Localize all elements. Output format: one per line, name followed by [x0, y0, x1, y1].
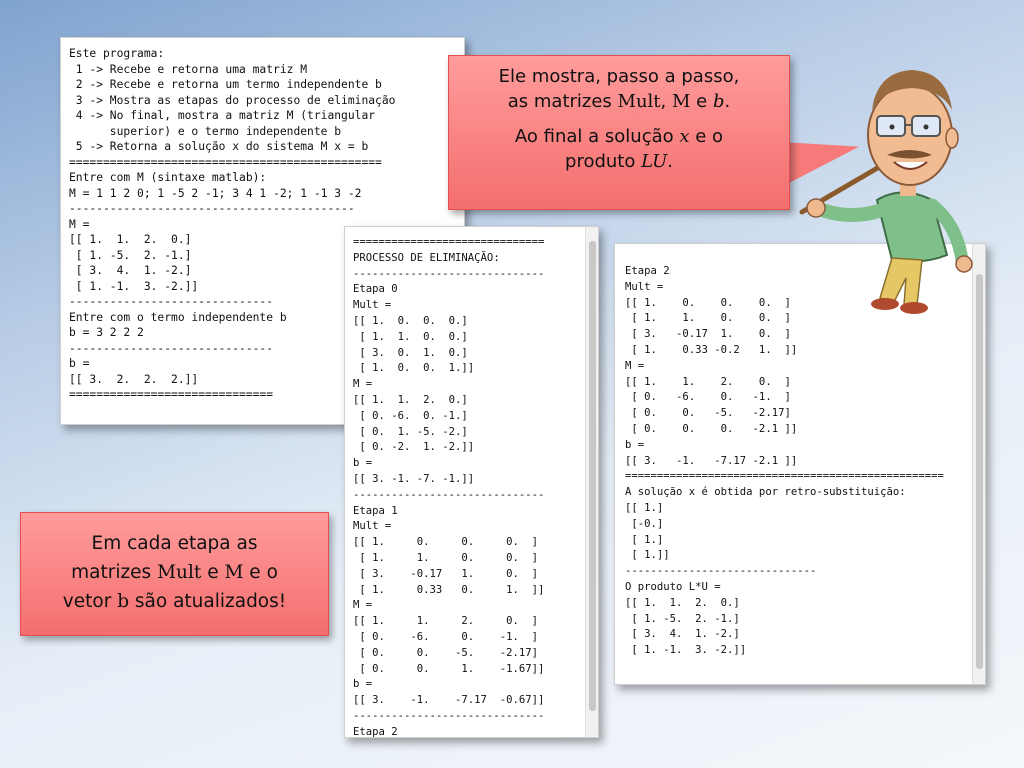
console-line: superior) e o termo independente b — [69, 124, 342, 138]
callout-line — [449, 149, 789, 174]
callout-text: , — [660, 91, 672, 112]
callout-text: M — [672, 91, 691, 112]
console-line: b = 3 2 2 2 — [69, 326, 144, 339]
console-line: b = — [625, 438, 645, 451]
console-line: ------------------------------ — [353, 709, 545, 722]
console-line: ------------------------------ — [625, 565, 817, 578]
console-line: [ 0. 1. -5. -2.] — [353, 425, 468, 438]
console-line: [ 1. 1. 0. 0. ] — [353, 551, 538, 564]
console-line: b = — [353, 457, 373, 470]
callout-text: vetor — [62, 591, 118, 612]
console-line: b = — [69, 357, 90, 370]
callout-line — [21, 587, 328, 616]
console-line: [[ 1. 0. 0. 0.] — [353, 314, 468, 327]
console-line: ------------------------------ — [69, 295, 274, 308]
console-line: M = — [353, 599, 373, 612]
console-line: [ 3. 0. 1. 0.] — [353, 346, 468, 359]
console-line: [ 1. -5. 2. -1.] — [69, 248, 192, 262]
console-line: [[ 1. 1. 2. 0.] — [69, 233, 192, 246]
console-line: ------------------------------ — [353, 267, 545, 280]
console-line: [ 1. -1. 3. -2.]] — [69, 279, 199, 293]
console-line: M = — [625, 359, 645, 372]
callout-text: . — [667, 151, 673, 172]
callout-text: e o — [243, 562, 278, 583]
console-line: [[ 1. 0. 0. 0. ] — [353, 536, 538, 549]
callout-text: Mult — [617, 91, 661, 112]
console-line: PROCESSO DE ELIMINAÇÃO: — [353, 251, 500, 264]
console-line: [ 1. 0.33 0. 1. ]] — [353, 583, 545, 596]
console-line: ------------------------------------------ — [69, 202, 355, 215]
callout-left — [20, 512, 329, 636]
console-line: ============================================== — [69, 155, 382, 169]
callout-text: x — [679, 126, 690, 147]
console-line: [[ 3. 2. 2. 2.]] — [69, 372, 199, 386]
callout-text: são atualizados! — [129, 591, 287, 612]
callout-text: b — [712, 91, 725, 112]
console-line: [[ 3. -1. -7.17 -0.67]] — [353, 694, 545, 707]
console-line: Entre com o termo independente b — [69, 310, 287, 324]
console-line: ============================== — [69, 388, 274, 401]
scroll-thumb[interactable] — [589, 241, 596, 711]
console-line: [ 0. 0. 1. -1.67]] — [353, 662, 545, 675]
callout-text: M — [224, 562, 244, 583]
callout-text: matrizes — [71, 562, 158, 583]
callout-text: e — [690, 91, 713, 112]
console-line: [-0.] — [625, 517, 664, 530]
console-line: [ 1. 1. 0. 0. ] — [625, 312, 791, 325]
console-line: [ 0. 0. -5. -2.17] — [353, 646, 538, 659]
callout-text: Ao final a solução — [514, 126, 680, 147]
callout-text: LU — [641, 151, 668, 172]
scroll-thumb[interactable] — [976, 274, 983, 669]
console-line: M = 1 1 2 0; 1 -5 2 -1; 3 4 1 -2; 1 -1 3 -2 — [69, 186, 362, 200]
console-line: ============================== — [353, 236, 545, 248]
callout-text: e o — [689, 126, 724, 147]
console-line: Este programa: — [69, 47, 165, 60]
callout-text: e — [201, 562, 225, 583]
console-line: [[ 1. 0. 0. 0. ] — [625, 296, 791, 309]
console-line: Etapa 1 — [353, 504, 398, 517]
console-line: Etapa 2 — [353, 725, 398, 738]
console-line: ------------------------------ — [69, 341, 274, 355]
callout-text: as matrizes — [507, 91, 618, 112]
console-line: O produto L*U = — [625, 580, 721, 593]
console-line: [ 0. 0. 0. -2.1 ]] — [625, 422, 798, 435]
console-line: [ 1. 0. 0. 1.]] — [353, 362, 475, 375]
console-line: 5 -> Retorna a solução x do sistema M x = b — [69, 140, 369, 153]
console-line: [[ 1.] — [625, 501, 664, 514]
console-line: [ 3. -0.17 1. 0. ] — [625, 328, 791, 341]
console-line: [ 0. -6. 0. -1.] — [353, 409, 468, 422]
console-line: [[ 1. 1. 2. 0. ] — [353, 615, 538, 628]
console-line: [ 0. -2. 1. -2.]] — [353, 441, 475, 454]
console-line: [ 0. -6. 0. -1. ] — [625, 391, 791, 404]
console-line: [ 3. 4. 1. -2.] — [69, 264, 192, 277]
console-line: 1 -> Recebe e retorna uma matriz M — [69, 62, 308, 76]
console-line: b = — [353, 678, 373, 691]
callout-line — [449, 89, 789, 114]
console-line: [ 1. -1. 3. -2.]] — [625, 644, 747, 657]
console-line: Etapa 0 — [353, 283, 398, 296]
console-line: ================================================== — [625, 470, 944, 483]
console-line: 2 -> Recebe e retorna um termo independente b — [69, 78, 382, 91]
console-line: [ 1.]] — [625, 549, 670, 562]
console-line: 4 -> No final, mostra a matriz M (triangular — [69, 109, 376, 122]
console-line: [ 1. 0.33 -0.2 1. ]] — [625, 343, 798, 356]
console-line: [ 3. -0.17 1. 0. ] — [353, 567, 538, 580]
callout-text: . — [724, 91, 731, 112]
scrollbar[interactable] — [585, 227, 598, 737]
console-line: [[ 3. -1. -7.17 -2.1 ]] — [625, 454, 798, 467]
console-line: 3 -> Mostra as etapas do processo de eliminação — [69, 93, 396, 107]
callout-text: Mult — [157, 562, 202, 583]
console-line: Mult = — [625, 280, 664, 293]
callout-top — [448, 55, 790, 210]
console-panel-elimination — [344, 226, 599, 738]
console-line: [[ 1. 1. 2. 0. ] — [625, 375, 791, 388]
console-line: A solução x é obtida por retro-substituição: — [625, 486, 906, 499]
console-line: [[ 1. 1. 2. 0.] — [625, 596, 740, 609]
console-line: [ 0. 0. -5. -2.17] — [625, 407, 791, 420]
callout-line — [21, 558, 328, 587]
console-line: [ 1. 1. 0. 0.] — [353, 330, 468, 343]
console-line: [ 3. 4. 1. -2.] — [625, 628, 740, 641]
console-line: [[ 1. 1. 2. 0.] — [353, 393, 468, 406]
callout-line: Em cada etapa as — [91, 533, 258, 554]
console-line: M = — [353, 378, 373, 391]
console-line: [[ 3. -1. -7. -1.]] — [353, 472, 475, 485]
console-line: Mult = — [353, 299, 392, 312]
callout-line: Ele mostra, passo a passo, — [498, 66, 740, 87]
callout-text: produto — [565, 151, 642, 172]
console-line: Etapa 2 — [625, 265, 670, 277]
professor-illustration — [782, 50, 982, 325]
console-text — [353, 235, 544, 738]
console-line: Entre com M (sintaxe matlab): — [69, 171, 267, 184]
console-line: M = — [69, 217, 90, 231]
console-line: [ 1.] — [625, 533, 664, 546]
console-line: ------------------------------ — [353, 488, 545, 501]
callout-text: b — [117, 591, 130, 612]
console-line: [ 0. -6. 0. -1. ] — [353, 630, 538, 643]
console-line: Mult = — [353, 520, 392, 533]
callout-line — [449, 124, 789, 149]
console-line: [ 1. -5. 2. -1.] — [625, 612, 740, 625]
